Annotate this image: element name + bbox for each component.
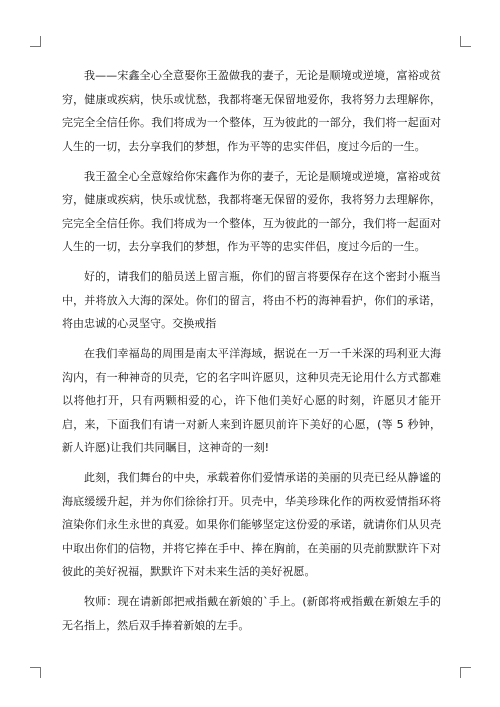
vow-bride-paragraph: 我王盈全心全意嫁给你宋鑫作为你的妻子，无论是顺境或逆境，富裕或贫穷，健康或疾病，快乐或忧愁，我都将毫无保留的爱你，我将努力去理解你，完完全全信任你。我们将成为一个整体，互为彼此的一部分，我们将一起面对人生的一切，去分享我们的梦想，作为平等的忠实伴侣，度过今后的一生。 [62,169,441,253]
pastor-ring-paragraph: 牧师：现在请新郎把戒指戴在新娘的`手上。(新郎将戒指戴在新娘左手的无名指上，然后双手捧着新娘的左手。 [62,595,441,632]
crop-mark-bottom-right [460,667,471,678]
message-bottle-paragraph: 好的，请我们的船员送上留言瓶，你们的留言将要保存在这个密封小瓶当中，并将放入大海的深处。你们的留言，将由不朽的海神看护，你们的承诺，将由忠诚的心灵坚守。交换戒指 [62,270,441,330]
crop-mark-bottom-left [30,667,41,678]
vow-groom-paragraph: 我——宋鑫全心全意娶你王盈做我的妻子，无论是顺境或逆境，富裕或贫穷，健康或疾病，快乐或忧愁，我都将毫无保留地爱你，我将努力去理解你，完完全全信任你。我们将成为一个整体，互为彼此的一部分，我们将一起面对人生的一切，去分享我们的梦想，作为平等的忠实伴侣，度过今后的一生。 [62,69,441,153]
crop-mark-top-left [30,36,41,47]
crop-mark-top-right [460,36,471,47]
document-body [62,64,441,644]
wishing-shell-paragraph: 在我们幸福岛的周围是南太平洋海域，据说在一万一千米深的玛利亚大海沟内，有一种神奇的贝壳，它的名字叫许愿贝，这种贝壳无论用什么方式都难以将他打开，只有两颗相爱的心，许下他们美好心愿的时刻，许愿贝才能开启，来，下面我们有请一对新人来到许愿贝前许下美好的心愿，(等 5 秒钟，新人许愿)让我们共同瞩目，这神奇的一刻! [62,347,441,454]
shell-ring-paragraph: 此刻，我们舞台的中央，承载着你们爱情承诺的美丽的贝壳已经从静谧的海底缓缓升起，并为你们徐徐打开。贝壳中，华美珍珠化作的两枚爱情指环将渲染你们永生永世的真爱。如果你们能够坚定这份爱的承诺，就请你们从贝壳中取出你们的信物，并将它捧在手中、捧在胸前，在美丽的贝壳前默默许下对彼此的美好祝福，默默许下对未来生活的美好祝愿。 [62,471,441,578]
